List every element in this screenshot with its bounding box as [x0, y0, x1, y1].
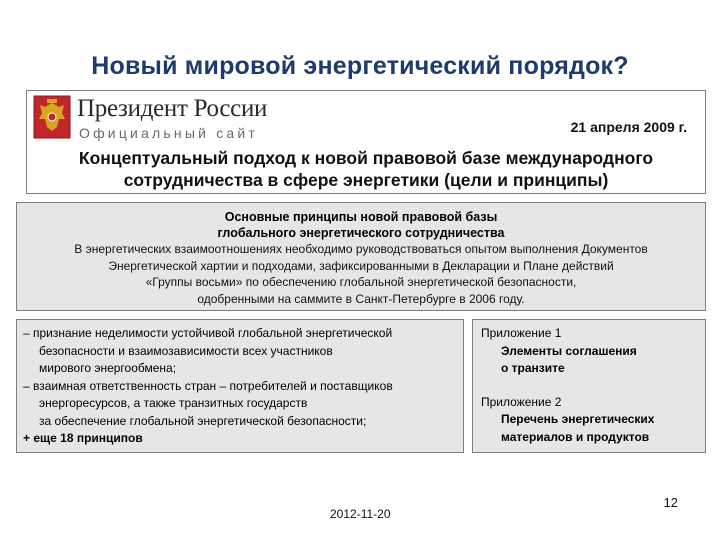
annex-title: Элементы соглашения — [501, 343, 637, 358]
page-number: 12 — [663, 495, 678, 510]
logo-title: Президент России — [77, 95, 268, 122]
coat-of-arms-icon — [33, 95, 71, 139]
annex-title: о транзите — [501, 361, 565, 375]
president-logo — [33, 95, 268, 141]
concept-line: Концептуальный подход к новой правовой базе международного — [78, 148, 654, 168]
annex-label: Приложение 2 — [481, 394, 562, 409]
list-item-continued: безопасности и взаимозависимости всех участников — [39, 343, 333, 358]
annex-title: Перечень энергетических — [501, 412, 655, 426]
slide-title: Новый мировой энергетический порядок? — [91, 52, 629, 80]
list-item-more: + еще 18 принципов — [23, 431, 143, 445]
list-item-continued: энергоресурсов, а также транзитных государств — [39, 396, 308, 410]
principles-heading: глобального энергетического сотрудничества — [217, 226, 505, 240]
spacer — [481, 378, 699, 394]
principles-text: одобренными на саммите в Санкт-Петербурге в 2006 году. — [197, 291, 525, 306]
annex-title: материалов и продуктов — [501, 429, 650, 444]
principles-text: «Группы восьми» по обеспечению глобальной энергетической безопасности, — [145, 275, 577, 289]
list-item-continued: мирового энергообмена; — [39, 361, 177, 375]
logo-subtitle: Официальный сайт — [79, 125, 259, 141]
annex-label: Приложение 1 — [481, 326, 562, 340]
list-item-continued: за обеспечение глобальной энергетической безопасности; — [39, 413, 367, 428]
principles-text: Энергетической хартии и подходами, зафиксированными в Декларации и Плане действий — [108, 258, 614, 273]
concept-line: сотрудничества в сфере энергетики (цели и принципы) — [123, 170, 609, 190]
principles-box — [16, 202, 706, 311]
footer-date: 2012-11-20 — [330, 507, 391, 521]
list-item: – признание неделимости устойчивой глобальной энергетической — [23, 326, 393, 340]
principles-text: В энергетических взаимоотношениях необходимо руководствоваться опытом выполнения Документов — [74, 242, 648, 256]
principles-list-box — [16, 319, 464, 453]
document-date: 21 апреля 2009 г. — [570, 119, 687, 135]
header-box — [26, 90, 706, 194]
concept-heading — [27, 147, 705, 191]
list-item: – взаимная ответственность стран – потребителей и поставщиков — [23, 378, 393, 393]
annexes-box — [472, 319, 706, 453]
principles-heading: Основные принципы новой правовой базы — [224, 210, 498, 224]
